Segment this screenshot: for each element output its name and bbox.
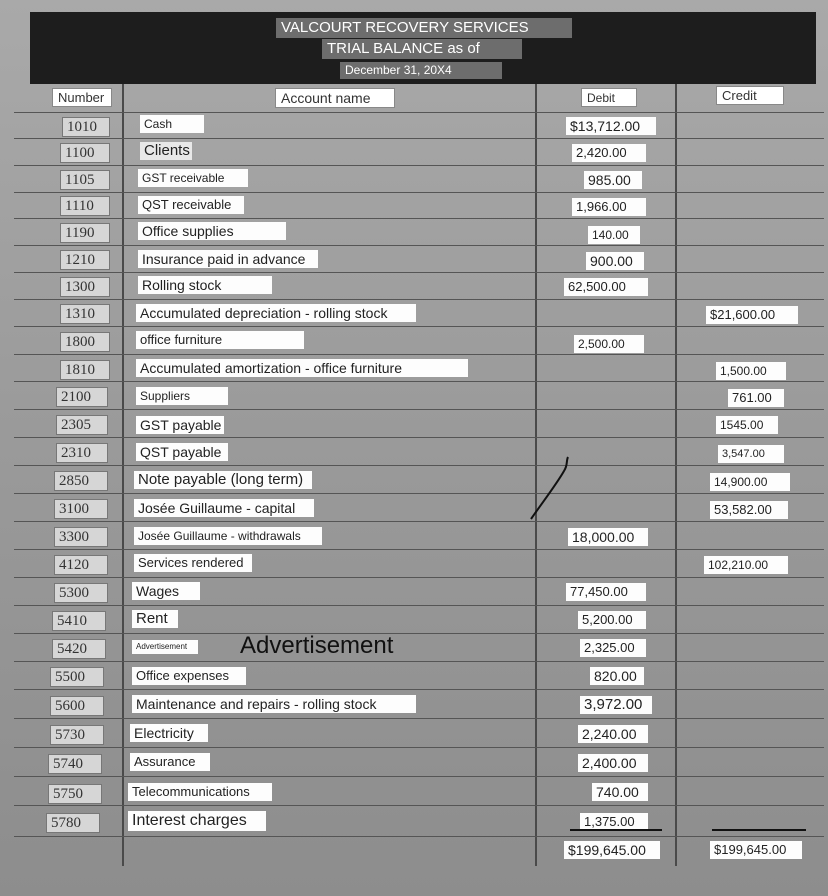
account-number: 1210 <box>60 250 110 270</box>
account-name: Advertisement <box>132 640 198 654</box>
account-name: Interest charges <box>128 811 266 831</box>
account-column-header: Account name <box>275 88 395 108</box>
debit-amount: 2,420.00 <box>572 144 646 162</box>
account-name: Services rendered <box>134 554 252 572</box>
credit-amount: 102,210.00 <box>704 556 788 574</box>
account-number: 5300 <box>54 583 108 603</box>
account-number: 5780 <box>46 813 100 833</box>
account-number: 5410 <box>52 611 106 631</box>
account-name: Rent <box>132 610 178 628</box>
account-number: 2310 <box>56 443 108 463</box>
account-number: 5750 <box>48 784 102 804</box>
account-name: Suppliers <box>136 387 228 405</box>
account-number: 5740 <box>48 754 102 774</box>
debit-amount: 820.00 <box>590 667 644 685</box>
account-name: Accumulated depreciation - rolling stock <box>136 304 416 322</box>
account-number: 1800 <box>60 332 110 352</box>
credit-column-header: Credit <box>716 86 784 105</box>
account-name: Maintenance and repairs - rolling stock <box>132 695 416 713</box>
column-divider <box>675 84 677 866</box>
account-name: GST receivable <box>138 169 248 187</box>
advertisement-label: Advertisement <box>240 632 394 659</box>
account-name: office furniture <box>136 331 304 349</box>
debit-amount: 985.00 <box>584 171 642 189</box>
account-number: 3300 <box>54 527 108 547</box>
total-underline <box>570 829 662 831</box>
account-number: 4120 <box>54 555 108 575</box>
debit-amount: 900.00 <box>586 252 644 270</box>
debit-amount: 2,400.00 <box>578 754 648 772</box>
account-name: Accumulated amortization - office furniture <box>136 359 468 377</box>
debit-column-header: Debit <box>581 88 637 107</box>
total-underline <box>712 829 806 831</box>
account-name: Cash <box>140 115 204 133</box>
account-number: 5500 <box>50 667 104 687</box>
account-name: Note payable (long term) <box>134 471 312 489</box>
account-number: 5420 <box>52 639 106 659</box>
account-name: Rolling stock <box>138 276 272 294</box>
debit-amount: $13,712.00 <box>566 117 656 135</box>
account-name: GST payable <box>136 416 224 434</box>
debit-amount: 2,240.00 <box>578 725 648 743</box>
credit-amount: $21,600.00 <box>706 306 798 324</box>
account-name: Assurance <box>130 753 210 771</box>
credit-amount: 53,582.00 <box>710 501 788 519</box>
debit-amount: 2,500.00 <box>574 335 644 353</box>
account-number: 1105 <box>60 170 110 190</box>
credit-amount: 1,500.00 <box>716 362 786 380</box>
account-number: 1810 <box>60 360 110 380</box>
account-number: 2850 <box>54 471 108 491</box>
account-name: Clients <box>140 142 192 160</box>
debit-amount: 18,000.00 <box>568 528 648 546</box>
account-number: 1300 <box>60 277 110 297</box>
debit-amount: 5,200.00 <box>578 611 646 629</box>
credit-amount: 14,900.00 <box>710 473 790 491</box>
account-name: Josée Guillaume - capital <box>134 499 314 517</box>
account-number: 2100 <box>56 387 108 407</box>
account-name: Telecommunications <box>128 783 272 801</box>
total-credit: $199,645.00 <box>710 841 802 859</box>
account-name: QST receivable <box>138 196 244 214</box>
debit-amount: 140.00 <box>588 226 640 244</box>
company-name: VALCOURT RECOVERY SERVICES <box>276 18 572 38</box>
credit-amount: 3,547.00 <box>718 445 784 463</box>
account-name: Electricity <box>130 724 208 742</box>
account-name: Office supplies <box>138 222 286 240</box>
account-name: QST payable <box>136 443 228 461</box>
debit-amount: 77,450.00 <box>566 583 646 601</box>
account-number: 1010 <box>62 117 110 137</box>
total-debit: $199,645.00 <box>564 841 660 859</box>
account-name: Office expenses <box>132 667 246 685</box>
credit-amount: 1545.00 <box>716 416 778 434</box>
account-number: 1110 <box>60 196 110 216</box>
debit-amount: 3,972.00 <box>580 696 652 714</box>
debit-amount: 740.00 <box>592 783 648 801</box>
report-date: December 31, 20X4 <box>340 62 502 79</box>
account-number: 1310 <box>60 304 110 324</box>
account-number: 5600 <box>50 696 104 716</box>
debit-amount: 2,325.00 <box>580 639 646 657</box>
column-divider <box>122 84 124 866</box>
credit-amount: 761.00 <box>728 389 784 407</box>
debit-amount: 62,500.00 <box>564 278 648 296</box>
debit-amount: 1,375.00 <box>580 813 648 831</box>
account-number: 1100 <box>60 143 110 163</box>
account-number: 3100 <box>54 499 108 519</box>
account-name: Josée Guillaume - withdrawals <box>134 527 322 545</box>
account-number: 5730 <box>50 725 104 745</box>
pen-mark-icon <box>528 455 576 523</box>
account-name: Wages <box>132 582 200 600</box>
report-title: TRIAL BALANCE as of <box>322 39 522 59</box>
account-name: Insurance paid in advance <box>138 250 318 268</box>
debit-amount: 1,966.00 <box>572 198 646 216</box>
number-column-header: Number <box>52 88 112 107</box>
account-number: 1190 <box>60 223 110 243</box>
account-number: 2305 <box>56 415 108 435</box>
